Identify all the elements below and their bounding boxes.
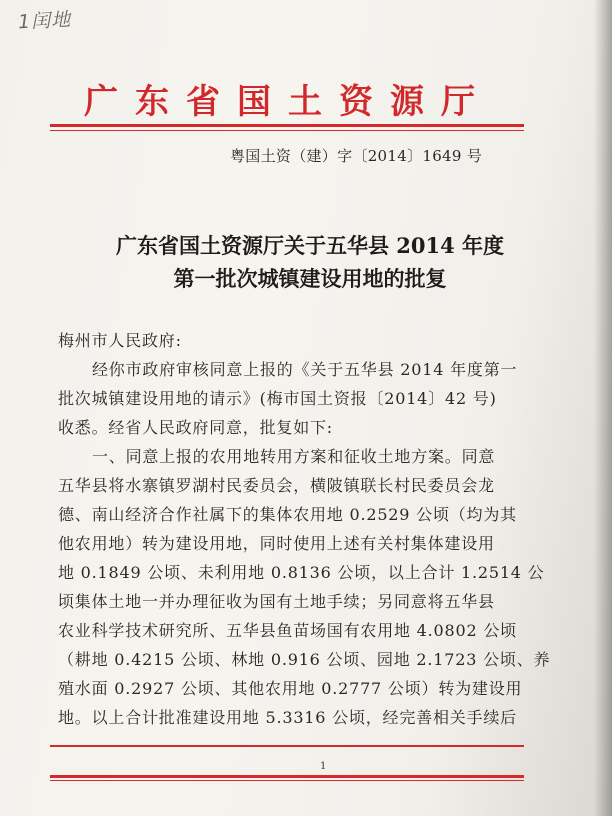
bottom-red-rule-thin — [50, 780, 524, 781]
body-line: 地 0.1849 公顷、未利用地 0.8136 公顷，以上合计 1.2514 公 — [58, 563, 545, 582]
body-line: 殖水面 0.2927 公顷、其他农用地 0.2777 公顷）转为建设用 — [58, 679, 523, 698]
bottom-red-rule — [50, 775, 524, 778]
body-line: 地。以上合计批准建设用地 5.3316 公顷，经完善相关手续后 — [58, 708, 517, 727]
header-red-rule-thin — [50, 130, 524, 131]
footer-red-rule — [50, 745, 524, 747]
body-line: 收悉。经省人民政府同意，批复如下: — [58, 418, 333, 437]
body-line: 批次城镇建设用地的请示》(梅市国土资报〔2014〕42 号) — [58, 389, 497, 408]
body-line: 农业科学技术研究所、五华县鱼苗场国有农用地 4.0802 公顷 — [58, 621, 517, 640]
title-line-1: 广东省国土资源厅关于五华县 2014 年度 — [115, 233, 505, 258]
body-line: 一、同意上报的农用地转用方案和征收土地方案。同意 — [92, 447, 496, 466]
page-edge-shadow — [594, 0, 612, 816]
body-line: 五华县将水寨镇罗湖村民委员会，横陂镇联长村民委员会龙 — [58, 476, 495, 495]
agency-header: 广东省国土资源厅 — [84, 82, 492, 122]
salutation: 梅州市人民政府: — [58, 331, 182, 350]
title-line-2: 第一批次城镇建设用地的批复 — [173, 266, 447, 291]
header-red-rule — [50, 124, 524, 127]
body-line: 顷集体土地一并办理征收为国有土地手续；另同意将五华县 — [58, 592, 495, 611]
body-line: 他农用地）转为建设用地，同时使用上述有关村集体建设用 — [58, 534, 495, 553]
body-line: 德、南山经济合作社属下的集体农用地 0.2529 公顷（均为其 — [58, 505, 517, 524]
body-line: （耕地 0.4215 公顷、林地 0.916 公顷、园地 2.1723 公顷、养 — [58, 650, 551, 669]
page-number: 1 — [320, 761, 327, 772]
document-number: 粤国土资（建）字〔2014〕1649 号 — [230, 147, 483, 165]
handwritten-note: 1闰地 — [17, 8, 72, 34]
body-line: 经你市政府审核同意上报的《关于五华县 2014 年度第一 — [92, 360, 518, 379]
